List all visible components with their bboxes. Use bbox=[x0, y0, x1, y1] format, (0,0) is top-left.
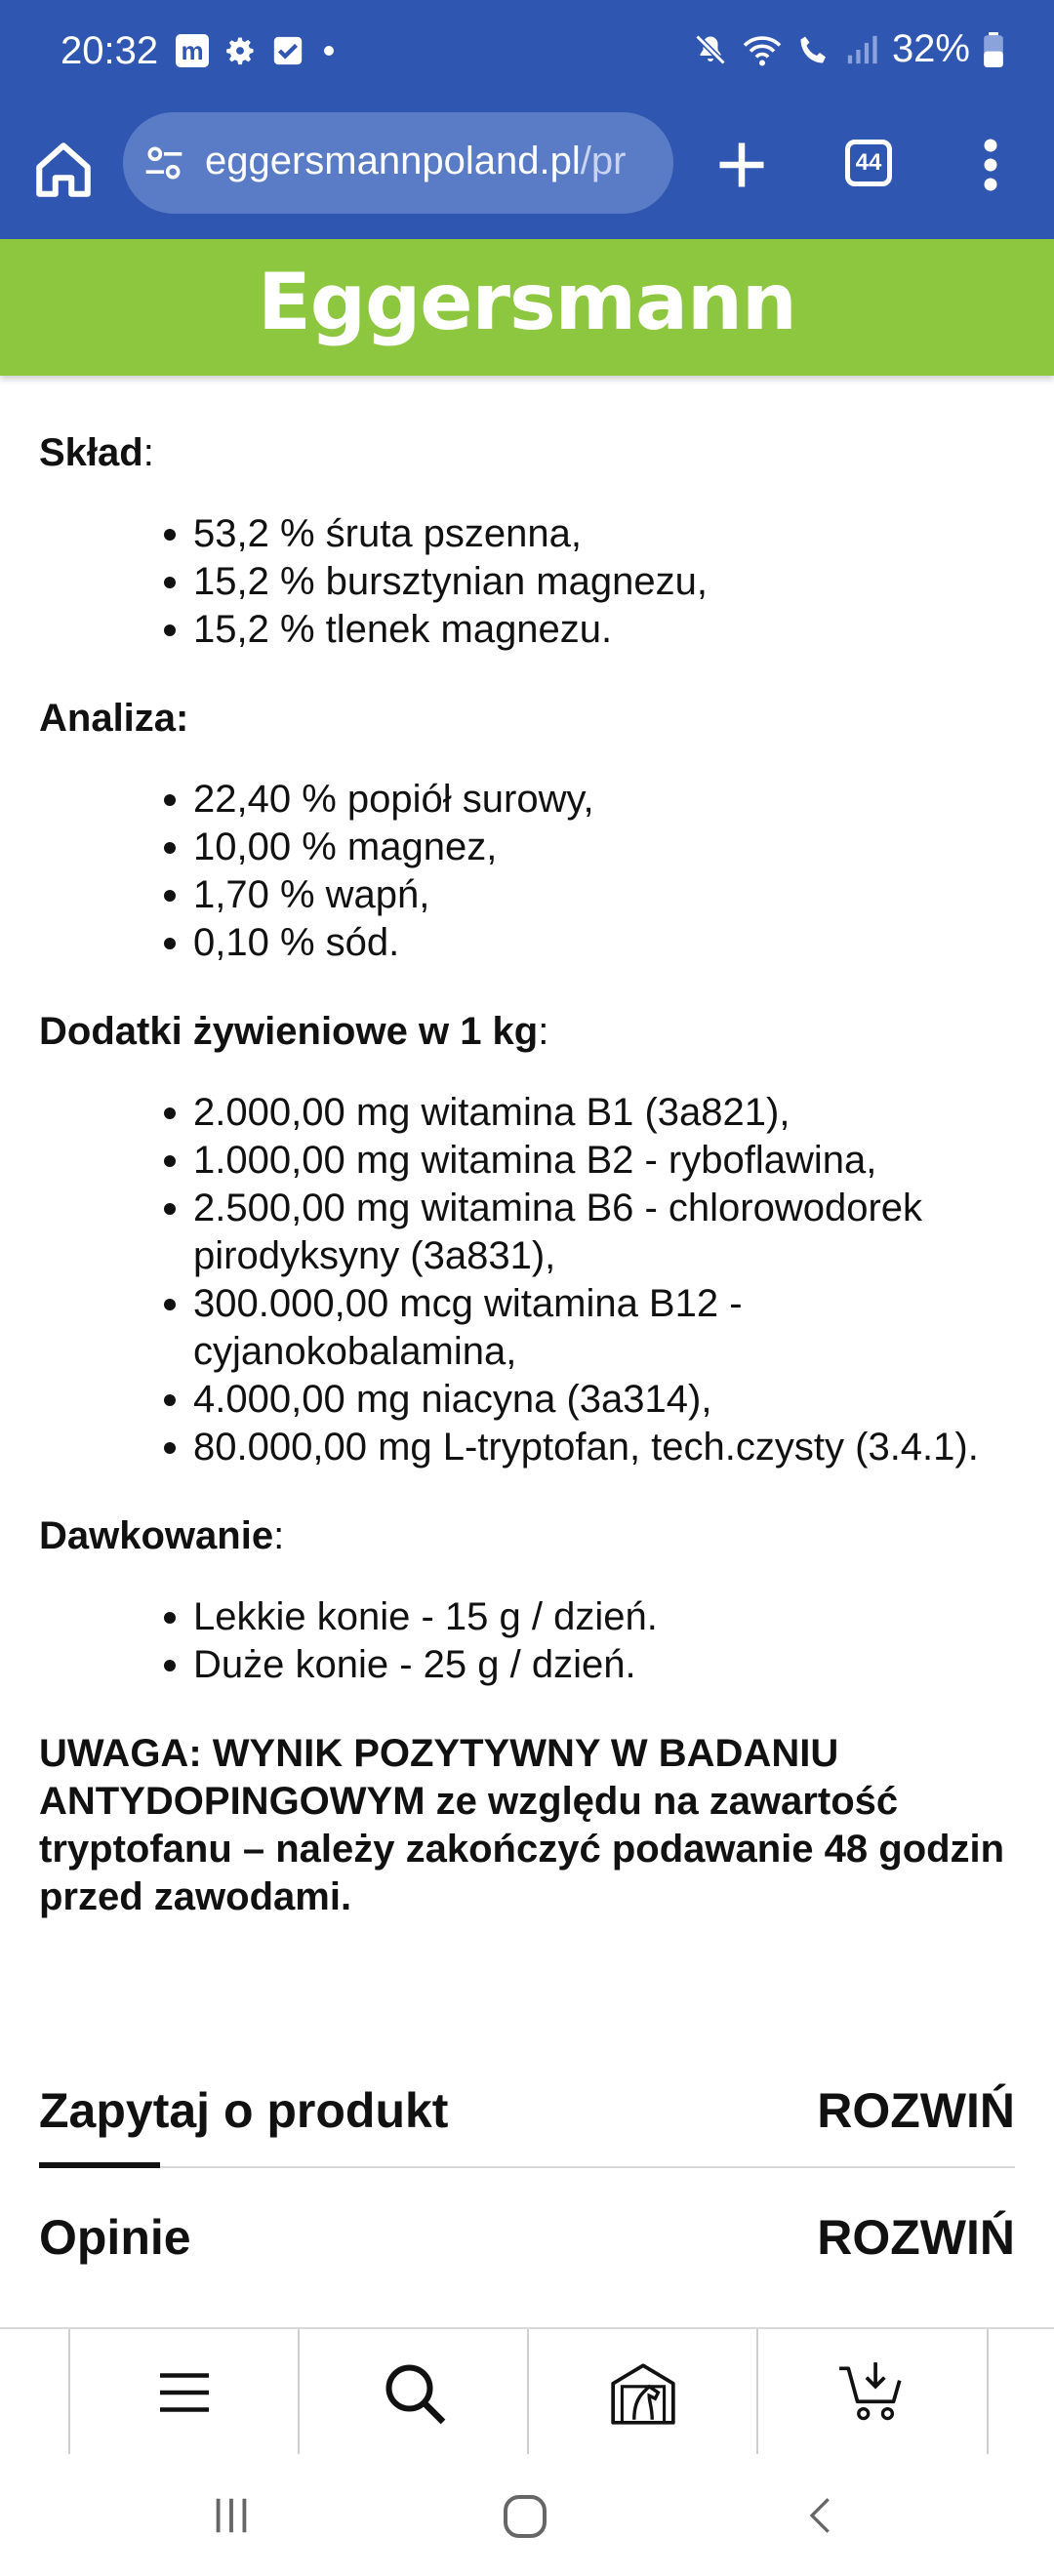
list-item: 300.000,00 mcg witamina B12 - cyjanokobalamina, bbox=[193, 1280, 1025, 1376]
status-system-icons bbox=[693, 27, 1003, 71]
expand-button[interactable]: ROZWIŃ bbox=[817, 2083, 1015, 2138]
gear-icon bbox=[223, 33, 258, 68]
browser-toolbar bbox=[0, 112, 1054, 239]
url-text[interactable] bbox=[205, 140, 664, 183]
section-title-dodatki: Dodatki żywieniowe w 1 kg: bbox=[39, 1010, 549, 1053]
system-nav-bar bbox=[0, 2454, 1054, 2576]
list-item: 10,00 % magnez, bbox=[193, 824, 1025, 871]
wifi-icon bbox=[742, 32, 783, 67]
more-vert-icon[interactable] bbox=[976, 136, 1005, 194]
signal-icon bbox=[845, 33, 878, 66]
section-title-analiza: Analiza: bbox=[39, 697, 189, 740]
section-title-dawkowanie: Dawkowanie: bbox=[39, 1514, 285, 1557]
list-item: 2.000,00 mg witamina B1 (3a821), bbox=[193, 1089, 1025, 1137]
list-item: 80.000,00 mg L-tryptofan, tech.czysty (3.4.1). bbox=[193, 1424, 1025, 1471]
nav-search-button[interactable] bbox=[298, 2329, 528, 2456]
list-item: 15,2 % bursztynian magnezu, bbox=[193, 558, 1025, 606]
list-item: 2.500,00 mg witamina B6 - chlorowodorek pirodyksyny (3a831), bbox=[193, 1185, 1025, 1280]
messenger-icon: m bbox=[176, 34, 209, 67]
list-item: Lekkie konie - 15 g / dzień. bbox=[193, 1593, 1025, 1641]
nav-cart-button[interactable] bbox=[756, 2329, 989, 2456]
list-sklad bbox=[39, 510, 1025, 654]
wifi-call-icon bbox=[796, 32, 831, 67]
product-description bbox=[39, 429, 1025, 1921]
back-icon[interactable] bbox=[802, 2493, 841, 2538]
accordion-title[interactable]: Opinie bbox=[39, 2210, 191, 2265]
nav-stable-button[interactable] bbox=[527, 2329, 757, 2456]
nav-menu-button[interactable] bbox=[68, 2329, 299, 2456]
list-item: 0,10 % sód. bbox=[193, 919, 1025, 967]
battery-percent: 32% bbox=[891, 27, 970, 70]
list-dawkowanie bbox=[39, 1593, 1025, 1689]
home-icon[interactable] bbox=[31, 138, 96, 202]
list-analiza bbox=[39, 776, 1025, 967]
new-tab-icon[interactable] bbox=[712, 136, 771, 194]
status-notification-icons bbox=[176, 33, 334, 68]
address-bar[interactable] bbox=[123, 112, 673, 214]
list-item: 4.000,00 mg niacyna (3a314), bbox=[193, 1376, 1025, 1424]
list-item: 1.000,00 mg witamina B2 - ryboflawina, bbox=[193, 1137, 1025, 1185]
section-title-sklad: Skład: bbox=[39, 431, 154, 474]
battery-icon bbox=[984, 32, 1003, 67]
doping-warning: UWAGA: WYNIK POZYTYWNY W BADANIU ANTYDOPINGOWYM ze względu na zawartość tryptofanu – należy zakończyć podawanie 48 godzin przed zawodami. bbox=[39, 1732, 1005, 1918]
cart-icon bbox=[836, 2356, 909, 2429]
search-icon bbox=[379, 2357, 449, 2428]
status-bar bbox=[0, 0, 1054, 112]
list-dodatki bbox=[39, 1089, 1025, 1471]
list-item: 22,40 % popiół surowy, bbox=[193, 776, 1025, 824]
shop-bottom-nav bbox=[0, 2327, 1054, 2456]
menu-icon bbox=[155, 2363, 214, 2422]
accordion-ask-product[interactable] bbox=[39, 2041, 1015, 2168]
home-circle-icon[interactable] bbox=[502, 2493, 548, 2540]
url-domain: eggersmannpoland.pl bbox=[205, 140, 581, 182]
list-item: 1,70 % wapń, bbox=[193, 871, 1025, 919]
tab-switcher-button[interactable]: 44 bbox=[845, 140, 892, 186]
more-notifications-dot bbox=[324, 46, 334, 56]
url-path: /pr bbox=[580, 140, 627, 182]
horse-stable-icon bbox=[607, 2356, 679, 2429]
site-logo[interactable]: Eggersmann bbox=[258, 257, 796, 347]
list-item: 15,2 % tlenek magnezu. bbox=[193, 606, 1025, 654]
accordion-title[interactable]: Zapytaj o produkt bbox=[39, 2083, 449, 2138]
list-item: Duże konie - 25 g / dzień. bbox=[193, 1641, 1025, 1689]
accordion-reviews[interactable] bbox=[39, 2168, 1015, 2295]
status-time: 20:32 bbox=[61, 29, 159, 72]
site-header bbox=[0, 239, 1054, 376]
mute-icon bbox=[693, 32, 728, 67]
checkbox-icon bbox=[271, 34, 304, 67]
expand-button[interactable]: ROZWIŃ bbox=[817, 2210, 1015, 2265]
list-item: 53,2 % śruta pszenna, bbox=[193, 510, 1025, 558]
recent-apps-icon[interactable] bbox=[209, 2493, 254, 2538]
site-settings-icon[interactable] bbox=[142, 141, 185, 184]
